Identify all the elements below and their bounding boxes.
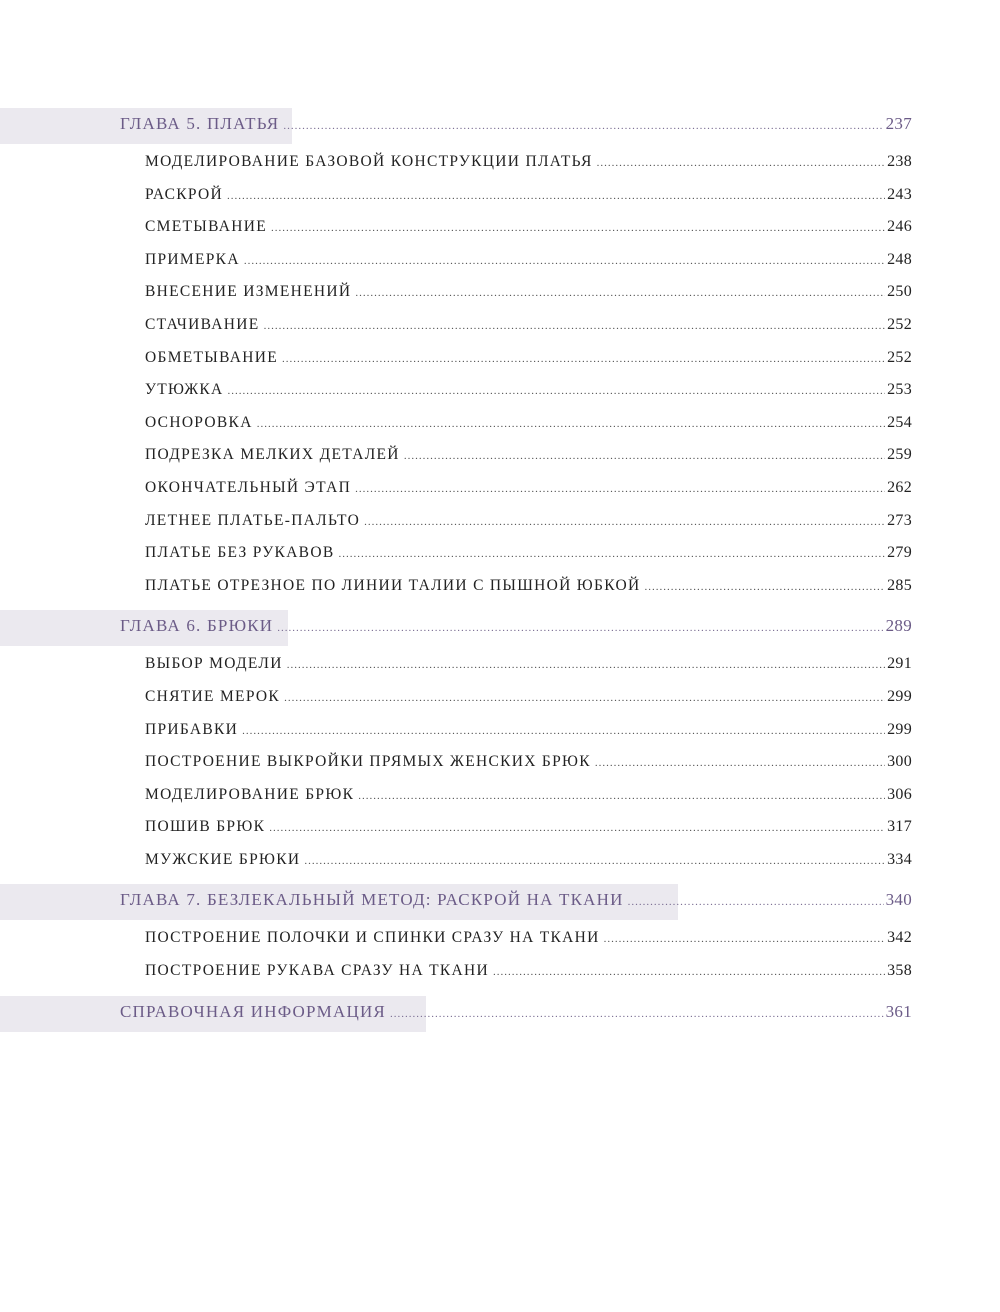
toc-entry[interactable] [0,780,1000,813]
spacer [0,877,1000,884]
dot-leader [595,757,885,769]
toc-entry[interactable] [0,277,1000,310]
toc-entry-title: ВНЕСЕНИЕ ИЗМЕНЕНИЙ [145,283,352,301]
toc-entry-row [145,818,912,836]
toc-entry-row [145,251,912,269]
toc-entry-page-number: 334 [887,850,912,868]
toc-entry-page-number: 273 [887,511,912,529]
toc-entry[interactable] [0,538,1000,571]
toc-entry-row [145,349,912,367]
toc-entry-title: ВЫБОР МОДЕЛИ [145,655,283,673]
toc-entry-page-number: 299 [887,720,912,738]
toc-entry[interactable] [0,343,1000,376]
toc-entry-row [145,577,912,595]
toc-entry-page-number: 252 [887,348,912,366]
dot-leader [282,353,885,365]
dot-leader [264,320,886,332]
dot-leader [493,966,885,978]
toc-entry-page-number: 291 [887,655,912,673]
chapter-page-number: 289 [885,616,912,636]
chapter-page-number: 340 [885,890,912,910]
toc-entry-title: ЛЕТНЕЕ ПЛАТЬЕ-ПАЛЬТО [145,511,361,529]
toc-entry[interactable] [0,649,1000,682]
toc-entry-title: ПОШИВ БРЮК [145,818,266,836]
dot-leader [404,450,885,462]
dot-leader [644,581,885,593]
toc-entry-row [145,218,912,236]
toc-entry-row [145,962,912,980]
chapter-title: ГЛАВА 6. БРЮКИ [120,616,274,636]
toc-entry-title: ПОСТРОЕНИЕ ВЫКРОЙКИ ПРЯМЫХ ЖЕНСКИХ БРЮК [145,753,591,771]
toc-entry-title: ОБМЕТЫВАНИЕ [145,348,279,366]
toc-entry-title: МОДЕЛИРОВАНИЕ БАЗОВОЙ КОНСТРУКЦИИ ПЛАТЬЯ [145,153,593,170]
spacer [0,989,1000,996]
toc-entry-row [145,721,912,739]
toc-entry-row [145,655,912,673]
toc-entry[interactable] [0,408,1000,441]
dot-leader [287,659,885,671]
chapter-title: ГЛАВА 5. ПЛАТЬЯ [120,114,280,133]
toc-entry-title: СМЕТЫВАНИЕ [145,218,267,236]
chapter-row [120,114,912,134]
spacer [0,1035,1000,1042]
toc-entry[interactable] [0,682,1000,715]
toc-entry-title: ПЛАТЬЕ БЕЗ РУКАВОВ [145,544,335,562]
toc-entry-page-number: 317 [887,818,912,836]
toc-entry[interactable] [0,147,1000,180]
dot-leader [338,548,885,560]
toc-entry-page-number: 358 [887,962,912,980]
toc-entry-row [145,851,912,869]
dot-leader [604,933,885,945]
chapter-page-number: 361 [885,1001,912,1021]
toc-entry-title: ПОДРЕЗКА МЕЛКИХ ДЕТАЛЕЙ [145,446,400,464]
toc-entry-page-number: 262 [887,478,912,496]
toc-entry-title: ОКОНЧАТЕЛЬНЫЙ ЭТАП [145,478,352,496]
table-of-contents [0,108,1000,1042]
dot-leader [283,120,883,132]
toc-entry[interactable] [0,956,1000,989]
toc-entry-title: ПОСТРОЕНИЕ ПОЛОЧКИ И СПИНКИ СРАЗУ НА ТКАНИ [145,929,600,947]
chapter-heading[interactable] [0,610,1000,646]
toc-entry[interactable] [0,571,1000,604]
dot-leader [244,255,885,267]
toc-entry-row [145,688,912,706]
toc-entry-page-number: 253 [887,381,912,399]
dot-leader [390,1008,884,1020]
toc-entry-page-number: 285 [887,576,912,594]
toc-entry-title: ПОСТРОЕНИЕ РУКАВА СРАЗУ НА ТКАНИ [145,962,490,980]
toc-entry-title: ОСНОРОВКА [145,413,253,431]
chapter-page-number: 237 [885,114,912,133]
dot-leader [364,516,885,528]
toc-entry-row [145,512,912,530]
dot-leader [597,157,885,169]
toc-entry-row [145,786,912,804]
toc-entry-row [145,544,912,562]
toc-entry-row [145,186,912,204]
toc-entry[interactable] [0,245,1000,278]
toc-entry-page-number: 250 [887,283,912,301]
toc-entry-title: ПРИМЕРКА [145,250,240,268]
dot-leader [269,822,885,834]
toc-entry[interactable] [0,180,1000,213]
toc-entry[interactable] [0,310,1000,343]
toc-entry[interactable] [0,812,1000,845]
toc-entry[interactable] [0,440,1000,473]
toc-entry-page-number: 246 [887,218,912,236]
toc-entry[interactable] [0,845,1000,878]
toc-entry[interactable] [0,715,1000,748]
toc-entry-page-number: 300 [887,753,912,771]
toc-entry[interactable] [0,506,1000,539]
toc-entry-page-number: 238 [887,153,912,170]
dot-leader [284,692,885,704]
dot-leader [628,896,884,908]
chapter-heading[interactable] [0,884,1000,920]
dot-leader [228,385,886,397]
chapter-heading[interactable] [0,108,1000,144]
toc-entry[interactable] [0,923,1000,956]
toc-entry-page-number: 342 [887,929,912,947]
dot-leader [358,790,885,802]
toc-entry-row [145,479,912,497]
toc-entry-row [145,316,912,334]
toc-entry-title: ПРИБАВКИ [145,720,239,738]
chapter-row [120,1002,912,1022]
toc-entry-page-number: 248 [887,250,912,268]
toc-entry-title: МОДЕЛИРОВАНИЕ БРЮК [145,785,355,803]
toc-entry-page-number: 243 [887,185,912,203]
toc-entry[interactable] [0,747,1000,780]
chapter-title: СПРАВОЧНАЯ ИНФОРМАЦИЯ [120,1001,386,1021]
dot-leader [304,855,885,867]
toc-entry-page-number: 252 [887,315,912,333]
chapter-row [120,616,912,636]
toc-entry-page-number: 306 [887,785,912,803]
toc-entry-row [145,929,912,947]
dot-leader [355,483,885,495]
toc-entry[interactable] [0,473,1000,506]
toc-entry-row [145,283,912,301]
toc-entry-title: УТЮЖКА [145,381,224,399]
spacer [0,603,1000,610]
toc-entry[interactable] [0,212,1000,245]
chapter-title: ГЛАВА 7. БЕЗЛЕКАЛЬНЫЙ МЕТОД: РАСКРОЙ НА ТКАНИ [120,890,624,910]
toc-entry-title: СНЯТИЕ МЕРОК [145,687,281,705]
dot-leader [227,190,885,202]
chapter-row [120,890,912,910]
toc-entry-page-number: 279 [887,544,912,562]
toc-entry-page-number: 299 [887,687,912,705]
dot-leader [271,222,885,234]
toc-entry-row [145,446,912,464]
toc-entry-title: ПЛАТЬЕ ОТРЕЗНОЕ ПО ЛИНИИ ТАЛИИ С ПЫШНОЙ ЮБКОЙ [145,576,641,594]
toc-entry-row [145,153,912,171]
toc-entry-row [145,414,912,432]
dot-leader [277,622,883,634]
chapter-heading[interactable] [0,996,1000,1032]
dot-leader [355,287,885,299]
dot-leader [257,418,885,430]
toc-entry-title: СТАЧИВАНИЕ [145,315,260,333]
toc-entry-page-number: 259 [887,446,912,464]
dot-leader [242,725,885,737]
toc-entry-title: МУЖСКИЕ БРЮКИ [145,850,301,868]
toc-entry-title: РАСКРОЙ [145,185,224,203]
toc-entry[interactable] [0,375,1000,408]
toc-entry-row [145,753,912,771]
toc-entry-page-number: 254 [887,413,912,431]
toc-entry-row [145,381,912,399]
